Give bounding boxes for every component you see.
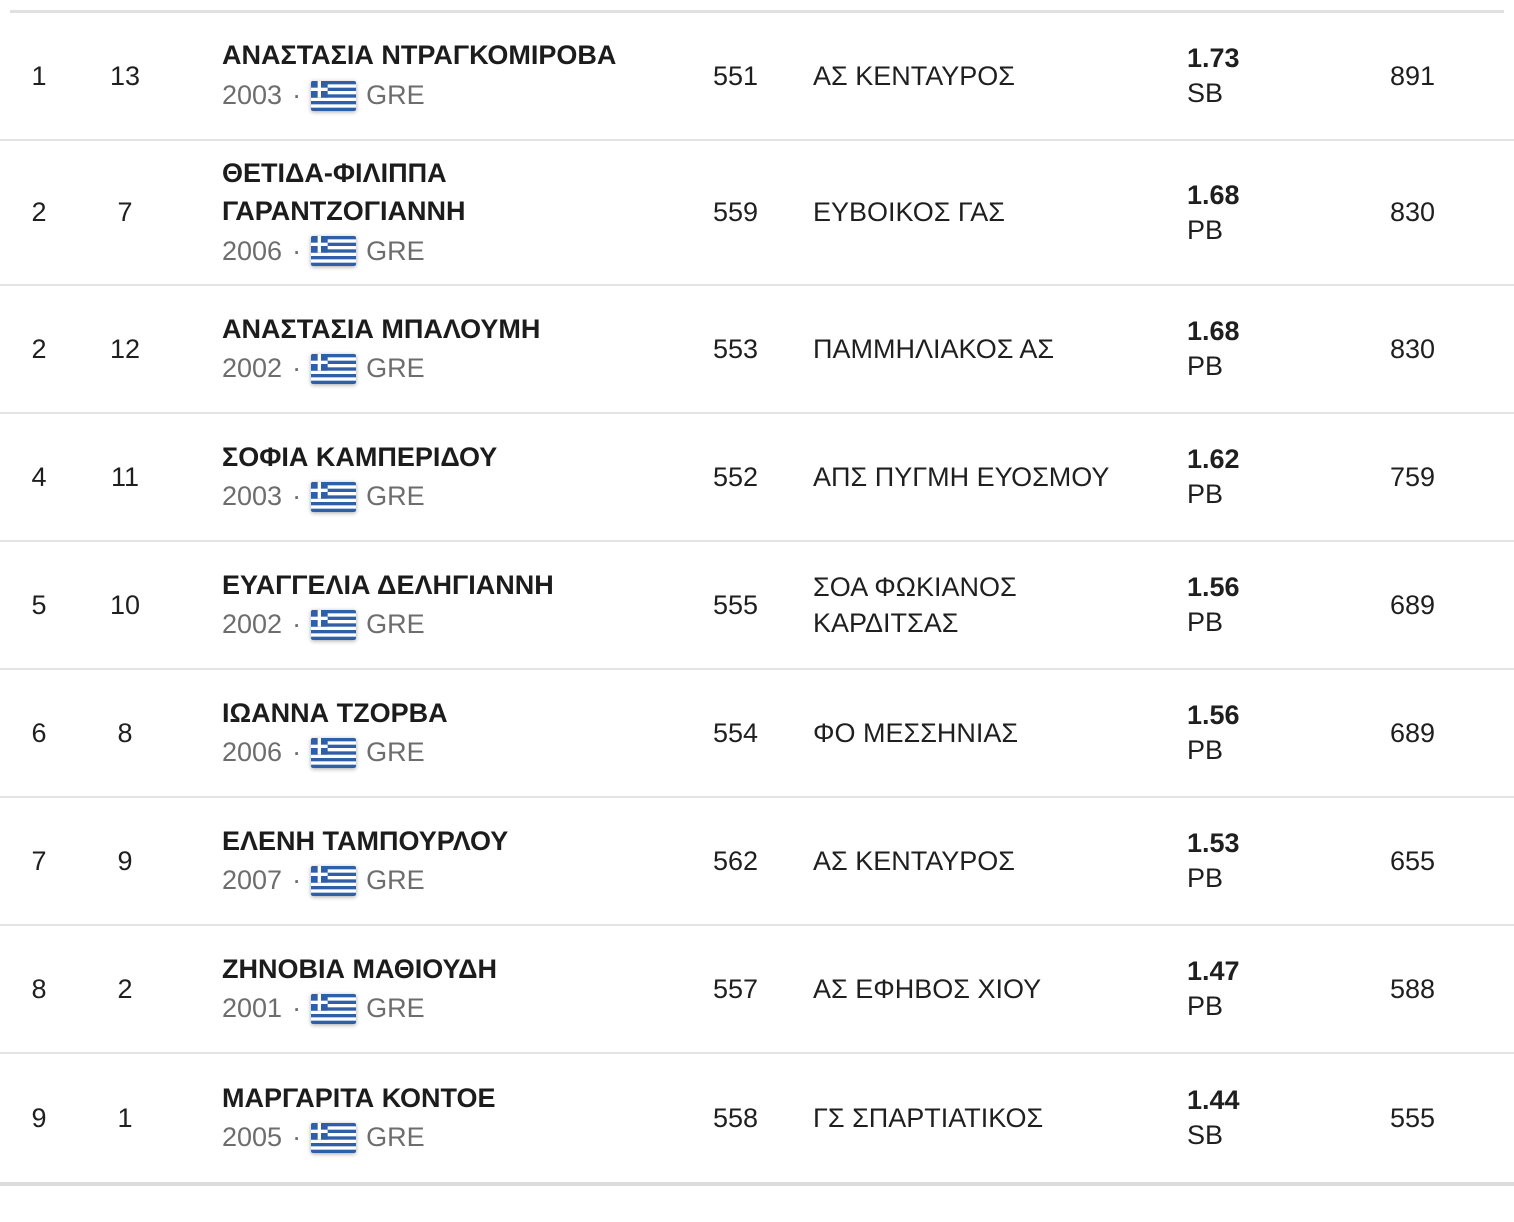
- athlete-cell: [172, 37, 713, 115]
- entry-number: 554: [713, 718, 759, 749]
- athlete-meta: [222, 350, 668, 388]
- club-name: ΣΟΑ ΦΩΚΙΑΝΟΣ ΚΑΡΔΙΤΣΑΣ: [813, 571, 1017, 639]
- country-code: GRE: [366, 235, 425, 266]
- club-name: ΓΣ ΣΠΑΡΤΙΑΤΙΚΟΣ: [813, 1103, 1044, 1134]
- greece-flag-icon: [311, 236, 356, 266]
- table-row[interactable]: [0, 13, 1514, 141]
- table-row[interactable]: [0, 141, 1514, 286]
- mark-note: SB: [1187, 1120, 1224, 1151]
- bib-number: 11: [110, 462, 140, 493]
- mark-note: PB: [1187, 863, 1224, 894]
- birth-year: 2006: [222, 737, 283, 768]
- separator-dot: ·: [292, 1122, 302, 1153]
- mark-note: PB: [1187, 607, 1224, 638]
- entry-number: 555: [713, 590, 759, 621]
- table-row[interactable]: [0, 670, 1514, 798]
- rank-value: 9: [31, 1103, 47, 1134]
- athlete-meta: [222, 606, 668, 644]
- mark-cell: [1187, 442, 1390, 512]
- bib-number: 8: [117, 718, 133, 749]
- separator-dot: ·: [292, 737, 302, 768]
- birth-year: 2002: [222, 609, 283, 640]
- table-row[interactable]: [0, 926, 1514, 1054]
- rank-value: 2: [31, 197, 47, 228]
- birth-year: 2002: [222, 353, 283, 384]
- points-value: 555: [1390, 1103, 1436, 1134]
- mark-value: 1.73: [1187, 42, 1240, 73]
- rank-value: 1: [31, 60, 47, 91]
- country-code: GRE: [366, 865, 425, 896]
- points-value: 588: [1390, 974, 1436, 1005]
- athlete-cell: [172, 951, 713, 1029]
- separator-dot: ·: [292, 80, 302, 110]
- separator-dot: ·: [292, 235, 302, 266]
- points-value: 689: [1390, 590, 1436, 621]
- birth-year: 2007: [222, 865, 283, 896]
- points-value: 655: [1390, 846, 1436, 877]
- separator-dot: ·: [292, 609, 302, 640]
- club-name: ΕΥΒΟΙΚΟΣ ΓΑΣ: [813, 197, 1005, 228]
- birth-year: 2005: [222, 1122, 283, 1153]
- results-table: [0, 13, 1514, 1182]
- entry-number: 562: [713, 846, 759, 877]
- rank-value: 8: [31, 974, 47, 1005]
- points-value: 830: [1390, 197, 1436, 228]
- club-name: ΑΣ ΚΕΝΤΑΥΡΟΣ: [813, 846, 1015, 877]
- separator-dot: ·: [292, 353, 302, 384]
- athlete-name[interactable]: ΣΟΦΙΑ ΚΑΜΠΕΡΙΔΟΥ: [222, 441, 498, 472]
- bib-number: 12: [109, 334, 141, 365]
- club-name: ΑΣ ΕΦΗΒΟΣ ΧΙΟΥ: [813, 974, 1042, 1005]
- country-code: GRE: [366, 609, 425, 640]
- bottom-divider: [0, 1182, 1514, 1186]
- mark-note: PB: [1187, 479, 1224, 510]
- greece-flag-icon: [311, 866, 356, 896]
- mark-note: SB: [1187, 78, 1224, 108]
- greece-flag-icon: [311, 610, 356, 640]
- athlete-meta: [222, 478, 668, 516]
- mark-note: PB: [1187, 991, 1224, 1022]
- points-value: 689: [1390, 718, 1436, 749]
- rank-value: 4: [31, 462, 47, 493]
- mark-value: 1.44: [1187, 1085, 1240, 1116]
- club-name: ΦΟ ΜΕΣΣΗΝΙΑΣ: [813, 718, 1019, 749]
- points-value: 759: [1390, 462, 1436, 493]
- rank-value: 2: [31, 334, 47, 365]
- athlete-name[interactable]: ΘΕΤΙΔΑ-ΦΙΛΙΠΠΑ ΓΑΡΑΝΤΖΟΓΙΑΝΝΗ: [222, 158, 466, 226]
- athlete-name[interactable]: ΜΑΡΓΑΡΙΤΑ ΚΟΝΤΟΕ: [222, 1082, 496, 1113]
- athlete-cell: [172, 695, 713, 773]
- country-code: GRE: [366, 1122, 425, 1153]
- birth-year: 2006: [222, 235, 283, 266]
- table-row[interactable]: [0, 414, 1514, 542]
- mark-cell: [1187, 178, 1390, 248]
- bib-number: 13: [109, 60, 141, 91]
- athlete-meta: [222, 233, 668, 271]
- mark-cell: [1187, 314, 1390, 384]
- birth-year: 2001: [222, 993, 283, 1024]
- athlete-cell: [172, 439, 713, 517]
- bib-number: 2: [117, 974, 133, 1005]
- athlete-meta: [222, 862, 668, 900]
- athlete-cell: [172, 311, 713, 389]
- table-row[interactable]: [0, 1054, 1514, 1182]
- mark-cell: [1187, 1083, 1390, 1153]
- athlete-cell: [172, 1080, 713, 1158]
- greece-flag-icon: [311, 738, 356, 768]
- athlete-name[interactable]: ΑΝΑΣΤΑΣΙΑ ΜΠΑΛΟΥΜΗ: [222, 313, 541, 344]
- athlete-meta: [222, 1119, 668, 1157]
- athlete-meta: [222, 734, 668, 772]
- mark-value: 1.47: [1187, 956, 1240, 987]
- greece-flag-icon: [311, 354, 356, 384]
- table-row[interactable]: [0, 798, 1514, 926]
- athlete-name[interactable]: ΕΛΕΝΗ ΤΑΜΠΟΥΡΛΟΥ: [222, 825, 509, 856]
- mark-note: PB: [1187, 351, 1224, 382]
- birth-year: 2003: [222, 481, 283, 512]
- bib-number: 1: [117, 1103, 133, 1134]
- bib-number: 9: [117, 846, 133, 877]
- athlete-meta: [222, 990, 668, 1028]
- club-name: ΠΑΜΜΗΛΙΑΚΟΣ ΑΣ: [813, 334, 1055, 365]
- athlete-name[interactable]: ΙΩΑΝΝΑ ΤΖΟΡΒΑ: [222, 697, 448, 728]
- athlete-meta: [222, 77, 668, 115]
- mark-cell: [1187, 954, 1390, 1024]
- club-name: ΑΠΣ ΠΥΓΜΗ ΕΥΟΣΜΟΥ: [813, 462, 1110, 493]
- country-code: GRE: [366, 80, 425, 110]
- entry-number: 551: [713, 60, 759, 91]
- mark-value: 1.62: [1187, 444, 1240, 475]
- country-code: GRE: [366, 737, 425, 768]
- athlete-name[interactable]: ΑΝΑΣΤΑΣΙΑ ΝΤΡΑΓΚΟΜΙΡΟΒΑ: [222, 40, 617, 71]
- mark-note: PB: [1187, 214, 1224, 245]
- entry-number: 559: [713, 197, 759, 228]
- athlete-name[interactable]: ΖΗΝΟΒΙΑ ΜΑΘΙΟΥΔΗ: [222, 953, 497, 984]
- entry-number: 557: [713, 974, 759, 1005]
- points-value: 891: [1390, 60, 1436, 91]
- mark-note: PB: [1187, 735, 1224, 766]
- country-code: GRE: [366, 353, 425, 384]
- athlete-cell: [172, 567, 713, 645]
- athlete-name[interactable]: ΕΥΑΓΓΕΛΙΑ ΔΕΛΗΓΙΑΝΝΗ: [222, 569, 554, 600]
- mark-value: 1.56: [1187, 572, 1240, 603]
- greece-flag-icon: [311, 482, 356, 512]
- mark-value: 1.56: [1187, 700, 1240, 731]
- mark-cell: [1187, 41, 1390, 111]
- athlete-cell: [172, 155, 713, 270]
- club-name: ΑΣ ΚΕΝΤΑΥΡΟΣ: [813, 60, 1015, 91]
- table-row[interactable]: [0, 286, 1514, 414]
- rank-value: 7: [31, 846, 47, 877]
- table-row[interactable]: [0, 542, 1514, 670]
- separator-dot: ·: [292, 481, 302, 512]
- country-code: GRE: [366, 481, 425, 512]
- rank-value: 5: [31, 590, 47, 621]
- bib-number: 10: [109, 590, 141, 621]
- mark-cell: [1187, 826, 1390, 896]
- points-value: 830: [1390, 334, 1436, 365]
- mark-value: 1.68: [1187, 179, 1240, 210]
- mark-cell: [1187, 698, 1390, 768]
- country-code: GRE: [366, 993, 425, 1024]
- greece-flag-icon: [311, 994, 356, 1024]
- separator-dot: ·: [292, 865, 302, 896]
- entry-number: 553: [713, 334, 759, 365]
- mark-cell: [1187, 570, 1390, 640]
- greece-flag-icon: [311, 1123, 356, 1153]
- entry-number: 552: [713, 462, 759, 493]
- entry-number: 558: [713, 1103, 759, 1134]
- birth-year: 2003: [222, 80, 283, 110]
- rank-value: 6: [31, 718, 47, 749]
- separator-dot: ·: [292, 993, 302, 1024]
- mark-value: 1.68: [1187, 316, 1240, 347]
- greece-flag-icon: [311, 81, 356, 111]
- athlete-cell: [172, 823, 713, 901]
- bib-number: 7: [117, 197, 133, 228]
- mark-value: 1.53: [1187, 828, 1240, 859]
